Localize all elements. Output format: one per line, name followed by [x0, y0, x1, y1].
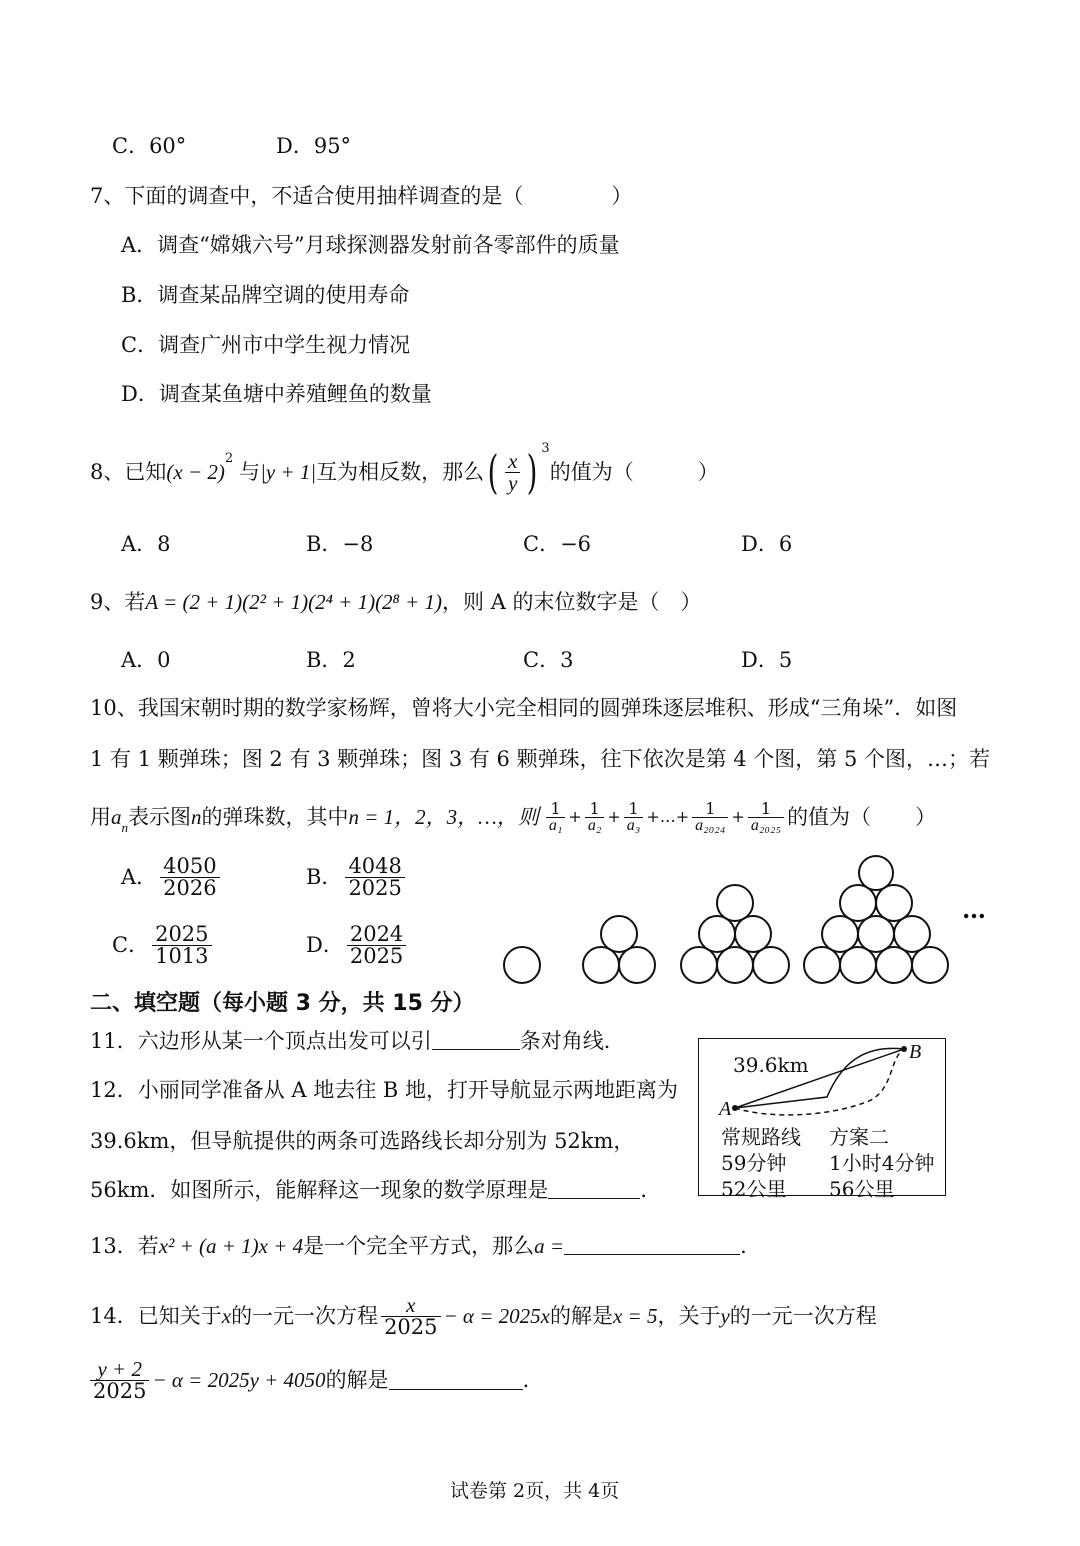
q13-mid: 是一个完全平方式，那么 [303, 1234, 535, 1258]
q8-exp3: 3 [541, 441, 550, 456]
q14-eq2: − α = 2025y + 4050 [152, 1367, 326, 1392]
q10-option-a-frac: $\frac{4050}{2026}$ [160, 856, 219, 899]
q8-fraction [505, 448, 520, 495]
q10-line1: 10、我国宋朝时期的数学家杨辉，曾将大小完全相同的圆弹珠逐层堆积、形成“三角垛”．如图 [90, 696, 958, 720]
q10-option-b-frac: $\frac{4048}{2025}$ [345, 856, 404, 899]
route2-name: 方案二 [829, 1125, 889, 1149]
q11-suffix: 条对角线． [519, 1029, 625, 1053]
route2-length: 56公里 [829, 1177, 895, 1201]
q9-option-b: B．2 [306, 648, 356, 672]
q14-line1 [90, 1288, 877, 1344]
q12-line1: 12．小丽同学准备从 A 地去往 B 地，打开导航显示两地距离为 [90, 1078, 679, 1102]
q8-exp1: 2 [224, 451, 234, 466]
q8-stem [90, 442, 719, 502]
q8-mid2: 互为相反数，那么 [316, 459, 485, 484]
route1-length: 52公里 [721, 1177, 787, 1201]
q8-option-d: D．6 [741, 532, 793, 556]
marble-figure-4 [804, 856, 948, 983]
q12-line2: 39.6km，但导航提供的两条可选路线长却分别为 52km， [90, 1129, 635, 1153]
q8-option-b: B．−8 [306, 532, 374, 556]
q10-sum-term1: $\frac{1}{\text{a₁}}$ [546, 801, 566, 834]
q14-line2 [90, 1352, 544, 1408]
point-a [732, 1105, 738, 1111]
q7-stem-text: 7、下面的调查中，不适合使用抽样调查的是（ [90, 184, 524, 208]
q8-option-a: A．8 [121, 532, 171, 556]
q11-prefix: 11．六边形从某一个顶点出发可以引 [90, 1029, 432, 1053]
q10-line3d: 的值为（ [787, 804, 872, 829]
q7-option-d: D．调查某鱼塘中养殖鲤鱼的数量 [121, 382, 432, 406]
q11-stem [90, 1031, 625, 1052]
q10-n: n [191, 804, 202, 829]
q10-line3c: 的弹珠数，其中 [201, 804, 349, 829]
route-figure [698, 1038, 946, 1201]
q8-close: ） [697, 459, 719, 484]
q14-frac2: $\frac{y + 2}{2025}$ [90, 1359, 149, 1402]
q12-end: ． [640, 1178, 662, 1202]
q9-option-a: A．0 [121, 648, 171, 672]
q10-sum-term4: $\frac{1}{\text{a₂₀₂₄}}$ [692, 801, 728, 834]
route-label-a: A [719, 1098, 732, 1120]
q14-mid1: 的一元一次方程 [231, 1303, 379, 1328]
q7-stem [90, 186, 632, 207]
q10-option-a [121, 856, 223, 899]
q14-mid4: 的一元一次方程 [729, 1303, 877, 1328]
q14-mid3: ，关于 [657, 1303, 721, 1328]
page-footer: 试卷第 2页，共 4页 [450, 1480, 620, 1502]
q8-expr1: (x − 2) [166, 459, 225, 484]
q7-option-a: A．调查“嫦娥六号”月球探测器发射前各零部件的质量 [121, 233, 620, 257]
q9-option-d: D．5 [741, 648, 793, 672]
q9-stem [90, 592, 702, 613]
q10-line3a: 用 [90, 804, 111, 829]
q10-sum-term3: $\frac{1}{\text{a₃}}$ [624, 801, 644, 834]
point-b [901, 1046, 907, 1052]
section2-title: 二、填空题（每小题 3 分，共 15 分） [90, 991, 475, 1016]
q10-option-b [306, 856, 408, 899]
q14-blank[interactable] [389, 1371, 523, 1390]
q8-option-c: C．−6 [523, 532, 592, 556]
route1-name: 常规路线 [721, 1125, 801, 1149]
marble-ellipsis: … [962, 895, 986, 924]
q10-option-b-label: B． [306, 865, 343, 889]
q10-sum-term2: $\frac{1}{\text{a₂}}$ [585, 801, 605, 834]
q8-den: y [508, 470, 518, 495]
q9-expr: A = (2 + 1)(2² + 1)(2⁴ + 1)(2⁸ + 1) [145, 590, 443, 614]
q10-option-c-frac: $\frac{2025}{1013}$ [152, 924, 211, 967]
marble-triangle-figure [500, 855, 1000, 990]
q14-mid5: 的解是 [325, 1367, 389, 1392]
q12-line3 [90, 1180, 661, 1201]
q10-option-d-frac: $\frac{2024}{2025}$ [347, 924, 406, 967]
q14-sol: x = 5 [612, 1303, 658, 1328]
q9-option-c: C．3 [523, 648, 574, 672]
q14-frac1: $\frac{x}{2025}$ [381, 1295, 440, 1338]
q13-var: a = [534, 1234, 565, 1258]
q10-option-d-label: D． [306, 933, 344, 957]
q10-line2: 1 有 1 颗弹珠；图 2 有 3 颗弹珠；图 3 有 6 颗弹珠，往下依次是第 4 个图，第 5 个图，…；若 [90, 747, 991, 771]
q7-option-b: B．调查某品牌空调的使用寿命 [121, 283, 410, 307]
marble-figure-2 [583, 916, 655, 983]
q10-an: a [111, 804, 122, 829]
q13-prefix: 13．若 [90, 1234, 159, 1258]
q8-lparen: ( [487, 445, 499, 499]
q8-rparen: ) [527, 445, 538, 499]
q14-eq1: − α = 2025x [443, 1303, 550, 1328]
route2-time: 1小时4分钟 [829, 1151, 935, 1175]
q10-sum-term5: $\frac{1}{\text{a₂₀₂₅}}$ [748, 801, 784, 834]
q13-stem [90, 1236, 761, 1257]
q10-option-d [306, 924, 409, 967]
q10-an-sub: n [121, 820, 128, 835]
q10-neq: n = 1，2，3，…，则 [348, 804, 539, 829]
q7-close: ） [611, 184, 633, 208]
route1-time: 59分钟 [721, 1151, 787, 1175]
q10-line3 [90, 792, 936, 842]
q14-prefix: 14．已知关于 [90, 1303, 222, 1328]
q6-option-c: C．60° [112, 134, 187, 158]
q12-blank[interactable] [548, 1180, 640, 1199]
q6-option-d: D．95° [276, 134, 352, 158]
marble-figure-3 [681, 885, 789, 983]
q13-expr: x² + (a + 1)x + 4 [158, 1234, 304, 1258]
q9-suffix: ，则 A 的末位数字是（ ） [442, 590, 702, 614]
q10-option-c [112, 924, 215, 967]
q10-option-c-label: C． [112, 933, 150, 957]
q11-blank[interactable] [432, 1031, 520, 1050]
q10-line3b: 表示图 [128, 804, 191, 829]
marble-figure-1 [504, 947, 540, 983]
q14-x: x [221, 1303, 232, 1328]
q8-prefix: 8、已知 [90, 459, 167, 484]
route-distance: 39.6km [733, 1053, 809, 1077]
q10-close: ） [915, 804, 937, 829]
q13-end: ． [740, 1234, 762, 1258]
q8-abs: |y + 1| [260, 459, 317, 484]
route-label-b: B [909, 1041, 922, 1063]
q8-num: x [505, 451, 520, 473]
q10-sum: $\frac{1}{\text{a₁}}$ + $\frac{1}{\text{a₂}}$ + $\frac{1}{\text{a₃}}$ +…+ $\frac{1}{\text{a₂₀₂₄}}$ + $\frac{1}{\text{a₂₀₂₅}}$ [543, 801, 787, 834]
q14-end: ． [522, 1367, 544, 1392]
q8-suffix: 的值为（ [549, 459, 634, 484]
q8-mid1: 与 [239, 459, 261, 484]
q13-blank[interactable] [564, 1236, 740, 1255]
q9-prefix: 9、若 [90, 590, 146, 614]
q14-mid2: 的解是 [549, 1303, 613, 1328]
q7-option-c: C．调查广州市中学生视力情况 [121, 333, 411, 357]
q14-y: y [720, 1303, 730, 1328]
q12-line3-text: 56km．如图所示，能解释这一现象的数学原理是 [90, 1178, 549, 1202]
q10-option-a-label: A． [121, 865, 158, 889]
